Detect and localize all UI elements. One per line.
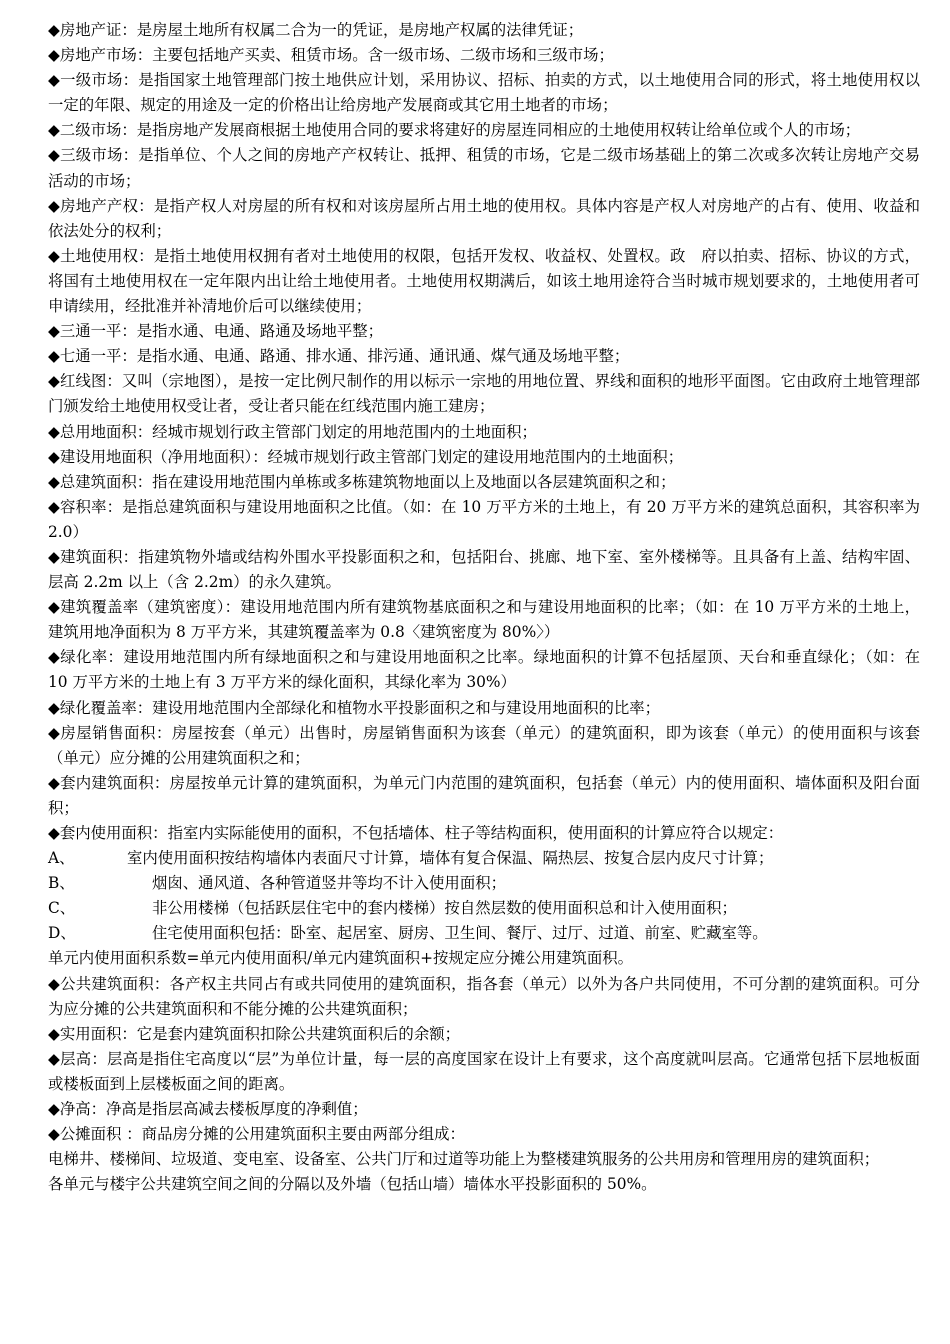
paragraph-usable-area-coefficient: 单元内使用面积系数=单元内使用面积/单元内建筑面积+按规定应分摊公用建筑面积。 [48, 949, 634, 968]
paragraph-public-building-area: ◆公共建筑面积：各产权主共同占有或共同使用的建筑面积，指各套（单元）以外为各户共同使用，不可分割的建筑面积。可分为应分摊的公共建筑面积和不能分摊的公共建筑面积； [48, 974, 920, 1018]
paragraph-primary-market: ◆一级市场：是指国家土地管理部门按土地供应计划，采用协议、招标、拍卖的方式，以土地使用合同的形式，将土地使用权以一定的年限、规定的用途及一定的价格出让给房地产发展商或其它用土地者的市场； [48, 71, 920, 115]
list-label-c: C、 [48, 899, 76, 918]
paragraph-practical-area: ◆实用面积：它是套内建筑面积扣除公共建筑面积后的余额； [48, 1024, 460, 1043]
list-text-a: 室内使用面积按结构墙体内表面尺寸计算，墙体有复合保温、隔热层、按复合层内皮尺寸计算； [127, 849, 774, 868]
paragraph-tertiary-market: ◆三级市场：是指单位、个人之间的房地产产权转让、抵押、租赁的市场，它是二级市场基础上的第二次或多次转让房地产交易活动的市场； [48, 146, 920, 190]
paragraph-shared-area-part-one: 电梯井、楼梯间、垃圾道、变电室、设备室、公共门厅和过道等功能上为整楼建筑服务的公共用房和管理用房的建筑面积； [48, 1150, 880, 1169]
paragraph-total-floor-area: ◆总建筑面积：指在建设用地范围内单栋或多栋建筑物地面以上及地面以各层建筑面积之和； [48, 472, 676, 491]
paragraph-sales-area: ◆房屋销售面积：房屋按套（单元）出售时，房屋销售面积为该套（单元）的建筑面积，即为该套（单元）的使用面积与该套（单元）应分摊的公用建筑面积之和； [48, 723, 920, 767]
list-item-d [48, 921, 920, 946]
paragraph-shared-area-part-two: 各单元与楼宇公共建筑空间之间的分隔以及外墙（包括山墙）墙体水平投影面积的 50%。 [48, 1175, 657, 1194]
list-label-b: B、 [48, 874, 75, 893]
list-item-c [48, 896, 920, 921]
paragraph-land-use-rights: ◆土地使用权：是指土地使用权拥有者对土地使用的权限，包括开发权、收益权、处置权。政 府以拍卖、招标、协议的方式，将国有土地使用权在一定年限内出让给土地使用者。土地使用权期满后，如该土地用途符合当时城市规划要求的，土地使用者可申请续用，经批准并补清地价后可以继续使用； [48, 246, 920, 316]
paragraph-floor-height: ◆层高：层高是指住宅高度以“层”为单位计量，每一层的高度国家在设计上有要求，这个高度就叫层高。它通常包括下层地板面或楼板面到上层楼板面之间的距离。 [48, 1049, 920, 1093]
list-label-a: A、 [48, 849, 75, 868]
paragraph-real-estate-certificate: ◆房地产证：是房屋土地所有权属二合为一的凭证，是房地产权属的法律凭证； [48, 21, 584, 39]
paragraph-building-area: ◆建筑面积：指建筑物外墙或结构外围水平投影面积之和，包括阳台、挑廊、地下室、室外楼梯等。且具备有上盖、结构牢固、层高 2.2m 以上（含 2.2m）的永久建筑。 [48, 547, 920, 592]
paragraph-net-height: ◆净高：净高是指层高减去楼板厚度的净剩值； [48, 1100, 368, 1119]
paragraph-real-estate-market: ◆房地产市场：主要包括地产买卖、租赁市场。含一级市场、二级市场和三级市场； [48, 46, 614, 65]
paragraph-greening-rate: ◆绿化率：建设用地范围内所有绿地面积之和与建设用地面积之比率。绿地面积的计算不包括屋顶、天台和垂直绿化；（如：在 10 万平方米的土地上有 3 万平方米的绿化面积，其绿化率为 30%） [48, 648, 920, 692]
list-text-d: 住宅使用面积包括：卧室、起居室、厨房、卫生间、餐厅、过厅、过道、前室、贮藏室等。 [152, 924, 768, 943]
paragraph-seven-connections: ◆七通一平：是指水通、电通、路通、排水通、排污通、通讯通、煤气通及场地平整； [48, 347, 630, 366]
paragraph-building-coverage: ◆建筑覆盖率（建筑密度）：建设用地范围内所有建筑物基底面积之和与建设用地面积的比率；（如：在 10 万平方米的土地上，建筑用地净面积为 8 万平方米，其建筑覆盖率为 0.8〈建筑密度为 80%〉） [48, 598, 920, 642]
paragraph-secondary-market: ◆二级市场：是指房地产发展商根据土地使用合同的要求将建好的房屋连同相应的土地使用权转让给单位或个人的市场； [48, 121, 861, 140]
paragraph-unit-usable-area: ◆套内使用面积：指室内实际能使用的面积，不包括墙体、柱子等结构面积，使用面积的计算应符合以规定： [48, 824, 784, 842]
paragraph-construction-land-area: ◆建设用地面积（净用地面积）：经城市规划行政主管部门划定的建设用地范围内的土地面积； [48, 447, 684, 466]
list-item-b [48, 871, 920, 896]
list-label-d: D、 [48, 924, 76, 943]
paragraph-unit-building-area: ◆套内建筑面积：房屋按单元计算的建筑面积，为单元门内范围的建筑面积，包括套（单元）内的使用面积、墙体面积及阳台面积； [48, 773, 920, 817]
paragraph-shared-area: ◆公摊面积 ：商品房分摊的公用建筑面积主要由两部分组成： [48, 1125, 465, 1144]
list-item-a [48, 846, 920, 871]
paragraph-three-connections: ◆三通一平：是指水通、电通、路通及场地平整； [48, 322, 384, 341]
paragraph-property-rights: ◆房地产产权：是指产权人对房屋的所有权和对该房屋所占用土地的使用权。具体内容是产权人对房地产的占有、使用、收益和依法处分的权利； [48, 196, 920, 240]
paragraph-total-land-area: ◆总用地面积：经城市规划行政主管部门划定的用地范围内的土地面积； [48, 422, 537, 441]
list-text-c: 非公用楼梯（包括跃层住宅中的套内楼梯）按自然层数的使用面积总和计入使用面积； [152, 899, 737, 918]
paragraph-plot-ratio: ◆容积率：是指总建筑面积与建设用地面积之比值。（如：在 10 万平方米的土地上，有 20 万平方米的建筑总面积，其容积率为 2.0） [48, 497, 920, 541]
paragraph-green-coverage: ◆绿化覆盖率：建设用地范围内全部绿化和植物水平投影面积之和与建设用地面积的比率； [48, 698, 661, 717]
list-text-b: 烟囱、通风道、各种管道竖井等均不计入使用面积； [152, 874, 506, 893]
paragraph-red-line-map: ◆红线图：又叫（宗地图），是按一定比例尺制作的用以标示一宗地的用地位置、界线和面积的地形平面图。它由政府土地管理部门颁发给土地使用权受让者，受让者只能在红线范围内施工建房； [48, 372, 920, 416]
